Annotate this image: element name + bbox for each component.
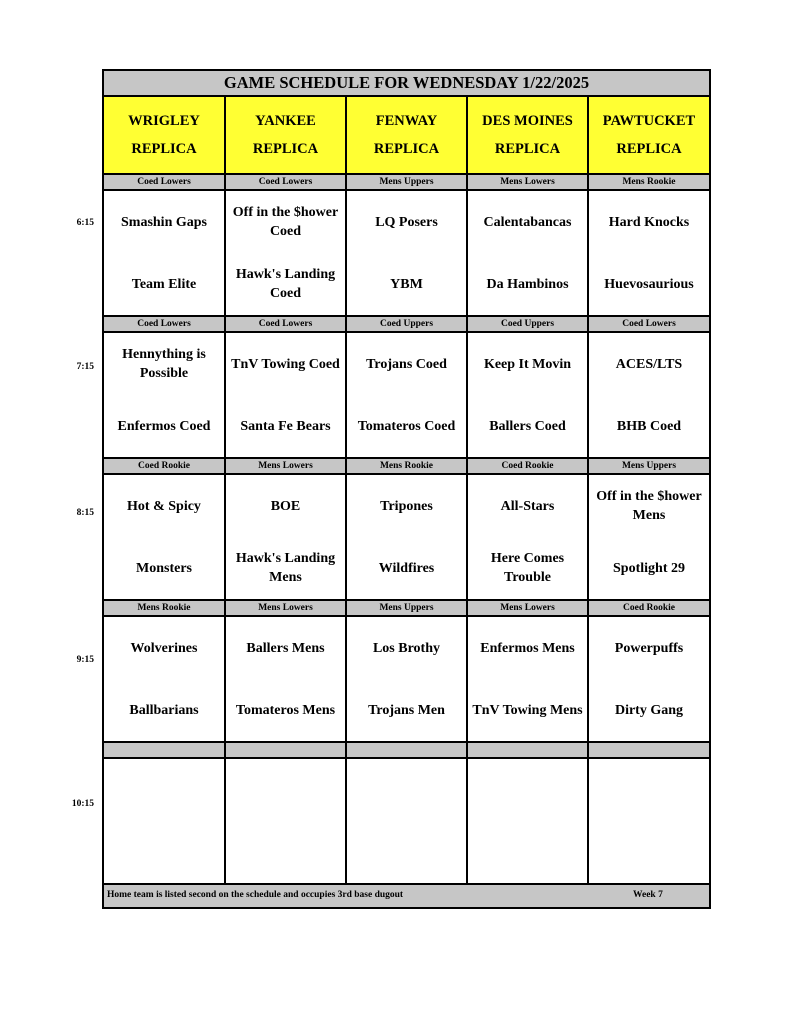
division-row bbox=[103, 742, 710, 758]
game-cell bbox=[346, 758, 467, 884]
game-row bbox=[103, 474, 710, 600]
away-team bbox=[468, 759, 587, 821]
division-label: Mens Uppers bbox=[346, 600, 467, 616]
game-cell bbox=[588, 332, 710, 458]
away-team bbox=[589, 759, 709, 821]
field-header bbox=[103, 96, 225, 174]
division-label bbox=[588, 742, 710, 758]
division-label bbox=[467, 742, 588, 758]
field-header bbox=[346, 96, 467, 174]
away-team: Wolverines bbox=[130, 640, 198, 656]
schedule-table bbox=[102, 69, 711, 909]
game-row bbox=[103, 616, 710, 742]
time-label: 7:15 bbox=[76, 362, 94, 372]
game-cell bbox=[103, 190, 225, 316]
home-team: BHB Coed bbox=[616, 418, 682, 434]
home-team: Ballbarians bbox=[129, 702, 199, 718]
time-label: 9:15 bbox=[76, 655, 94, 665]
home-team: Team Elite bbox=[131, 276, 197, 292]
home-team: Spotlight 29 bbox=[613, 560, 685, 576]
field-name: WRIGLEY bbox=[128, 113, 200, 129]
away-team: Hennything is Possible bbox=[122, 347, 206, 381]
away-team: ACES/LTS bbox=[615, 356, 683, 372]
division-label: Coed Uppers bbox=[346, 316, 467, 332]
home-team bbox=[589, 821, 709, 883]
game-cell bbox=[103, 474, 225, 600]
away-team: Ballers Mens bbox=[246, 640, 325, 656]
game-cell bbox=[588, 190, 710, 316]
home-team bbox=[347, 821, 466, 883]
game-cell bbox=[588, 758, 710, 884]
away-team bbox=[347, 759, 466, 821]
field-name: DES MOINES bbox=[482, 113, 573, 129]
field-subname: REPLICA bbox=[131, 141, 197, 157]
home-team: Hawk's Landing Mens bbox=[235, 551, 336, 585]
field-subname: REPLICA bbox=[252, 141, 319, 157]
game-cell bbox=[103, 332, 225, 458]
division-label: Coed Lowers bbox=[588, 316, 710, 332]
division-label bbox=[225, 742, 346, 758]
away-team: Off in the $hower Coed bbox=[232, 205, 339, 239]
division-label: Coed Lowers bbox=[103, 174, 225, 190]
away-team bbox=[226, 759, 345, 821]
footer-note: Home team is listed second on the schedule and occupies 3rd base dugout bbox=[107, 890, 404, 900]
field-name: FENWAY bbox=[375, 113, 438, 129]
division-label: Mens Lowers bbox=[467, 600, 588, 616]
game-row bbox=[103, 332, 710, 458]
game-cell bbox=[225, 758, 346, 884]
division-label: Mens Rookie bbox=[346, 458, 467, 474]
game-cell bbox=[225, 474, 346, 600]
field-name: YANKEE bbox=[255, 113, 316, 129]
field-name: PAWTUCKET bbox=[602, 113, 696, 129]
home-team: YBM bbox=[390, 276, 423, 292]
slots-body bbox=[103, 174, 710, 884]
game-cell bbox=[103, 616, 225, 742]
time-label: 8:15 bbox=[76, 508, 94, 518]
division-row bbox=[103, 316, 710, 332]
division-label: Mens Rookie bbox=[588, 174, 710, 190]
game-cell bbox=[346, 332, 467, 458]
game-cell bbox=[588, 474, 710, 600]
game-cell bbox=[588, 616, 710, 742]
time-label: 10:15 bbox=[71, 799, 94, 809]
schedule-title: GAME SCHEDULE FOR WEDNESDAY 1/22/2025 bbox=[103, 70, 710, 96]
away-team: Hard Knocks bbox=[608, 214, 690, 230]
division-label: Coed Uppers bbox=[467, 316, 588, 332]
away-team: Trojans Coed bbox=[366, 356, 447, 372]
home-team bbox=[468, 821, 587, 883]
week-label: Week 7 bbox=[633, 890, 663, 900]
footer-bar bbox=[103, 884, 710, 908]
field-header bbox=[588, 96, 710, 174]
game-cell bbox=[467, 474, 588, 600]
division-label: Mens Rookie bbox=[103, 600, 225, 616]
division-label: Coed Rookie bbox=[467, 458, 588, 474]
away-team: TnV Towing Coed bbox=[231, 356, 340, 372]
home-team: Tomateros Mens bbox=[235, 702, 336, 718]
field-subname: REPLICA bbox=[616, 141, 682, 157]
away-team: Enfermos Mens bbox=[480, 640, 575, 656]
home-team: Huevosaurious bbox=[604, 276, 694, 292]
division-label: Coed Lowers bbox=[103, 316, 225, 332]
division-label: Coed Lowers bbox=[225, 174, 346, 190]
home-team: Here Comes Trouble bbox=[490, 551, 565, 585]
home-team: Trojans Men bbox=[368, 702, 445, 718]
field-header bbox=[225, 96, 346, 174]
home-team: Santa Fe Bears bbox=[240, 418, 331, 434]
home-team: Ballers Coed bbox=[489, 418, 566, 434]
away-team: Powerpuffs bbox=[614, 640, 684, 656]
game-row bbox=[103, 190, 710, 316]
division-row bbox=[103, 458, 710, 474]
game-cell bbox=[225, 190, 346, 316]
away-team bbox=[104, 759, 224, 821]
away-team: Hot & Spicy bbox=[127, 498, 201, 514]
division-label: Coed Rookie bbox=[103, 458, 225, 474]
division-label: Mens Uppers bbox=[588, 458, 710, 474]
game-cell bbox=[225, 332, 346, 458]
game-cell bbox=[467, 190, 588, 316]
away-team: Off in the $hower Mens bbox=[596, 489, 702, 523]
away-team: Calentabancas bbox=[483, 214, 572, 230]
game-cell bbox=[346, 616, 467, 742]
division-label: Mens Uppers bbox=[346, 174, 467, 190]
home-team bbox=[226, 821, 345, 883]
home-team: Dirty Gang bbox=[614, 702, 684, 718]
home-team: Wildfires bbox=[378, 560, 435, 576]
game-cell bbox=[103, 758, 225, 884]
field-header-row bbox=[103, 96, 710, 174]
division-label: Mens Lowers bbox=[225, 600, 346, 616]
division-row bbox=[103, 174, 710, 190]
home-team: Hawk's Landing Coed bbox=[235, 267, 336, 301]
game-row bbox=[103, 758, 710, 884]
game-cell bbox=[346, 190, 467, 316]
away-team: Tripones bbox=[380, 498, 433, 514]
home-team: Tomateros Coed bbox=[357, 418, 456, 434]
division-label: Coed Rookie bbox=[588, 600, 710, 616]
away-team: Los Brothy bbox=[372, 640, 441, 656]
away-team: Keep It Movin bbox=[483, 356, 572, 372]
away-team: LQ Posers bbox=[375, 214, 438, 230]
away-team: All-Stars bbox=[500, 498, 555, 514]
time-label: 6:15 bbox=[76, 218, 94, 228]
division-label bbox=[346, 742, 467, 758]
division-label bbox=[103, 742, 225, 758]
home-team: Monsters bbox=[136, 560, 192, 576]
game-cell bbox=[467, 332, 588, 458]
away-team: Smashin Gaps bbox=[121, 214, 207, 230]
division-label: Coed Lowers bbox=[225, 316, 346, 332]
home-team: Da Hambinos bbox=[486, 276, 569, 292]
away-team: BOE bbox=[270, 498, 301, 514]
division-label: Mens Lowers bbox=[225, 458, 346, 474]
home-team bbox=[104, 821, 224, 883]
game-cell bbox=[467, 758, 588, 884]
division-label: Mens Lowers bbox=[467, 174, 588, 190]
home-team: Enfermos Coed bbox=[117, 418, 211, 434]
division-row bbox=[103, 600, 710, 616]
field-subname: REPLICA bbox=[494, 141, 561, 157]
game-cell bbox=[346, 474, 467, 600]
home-team: TnV Towing Mens bbox=[472, 702, 583, 718]
field-subname: REPLICA bbox=[373, 141, 440, 157]
field-header bbox=[467, 96, 588, 174]
game-cell bbox=[467, 616, 588, 742]
game-cell bbox=[225, 616, 346, 742]
